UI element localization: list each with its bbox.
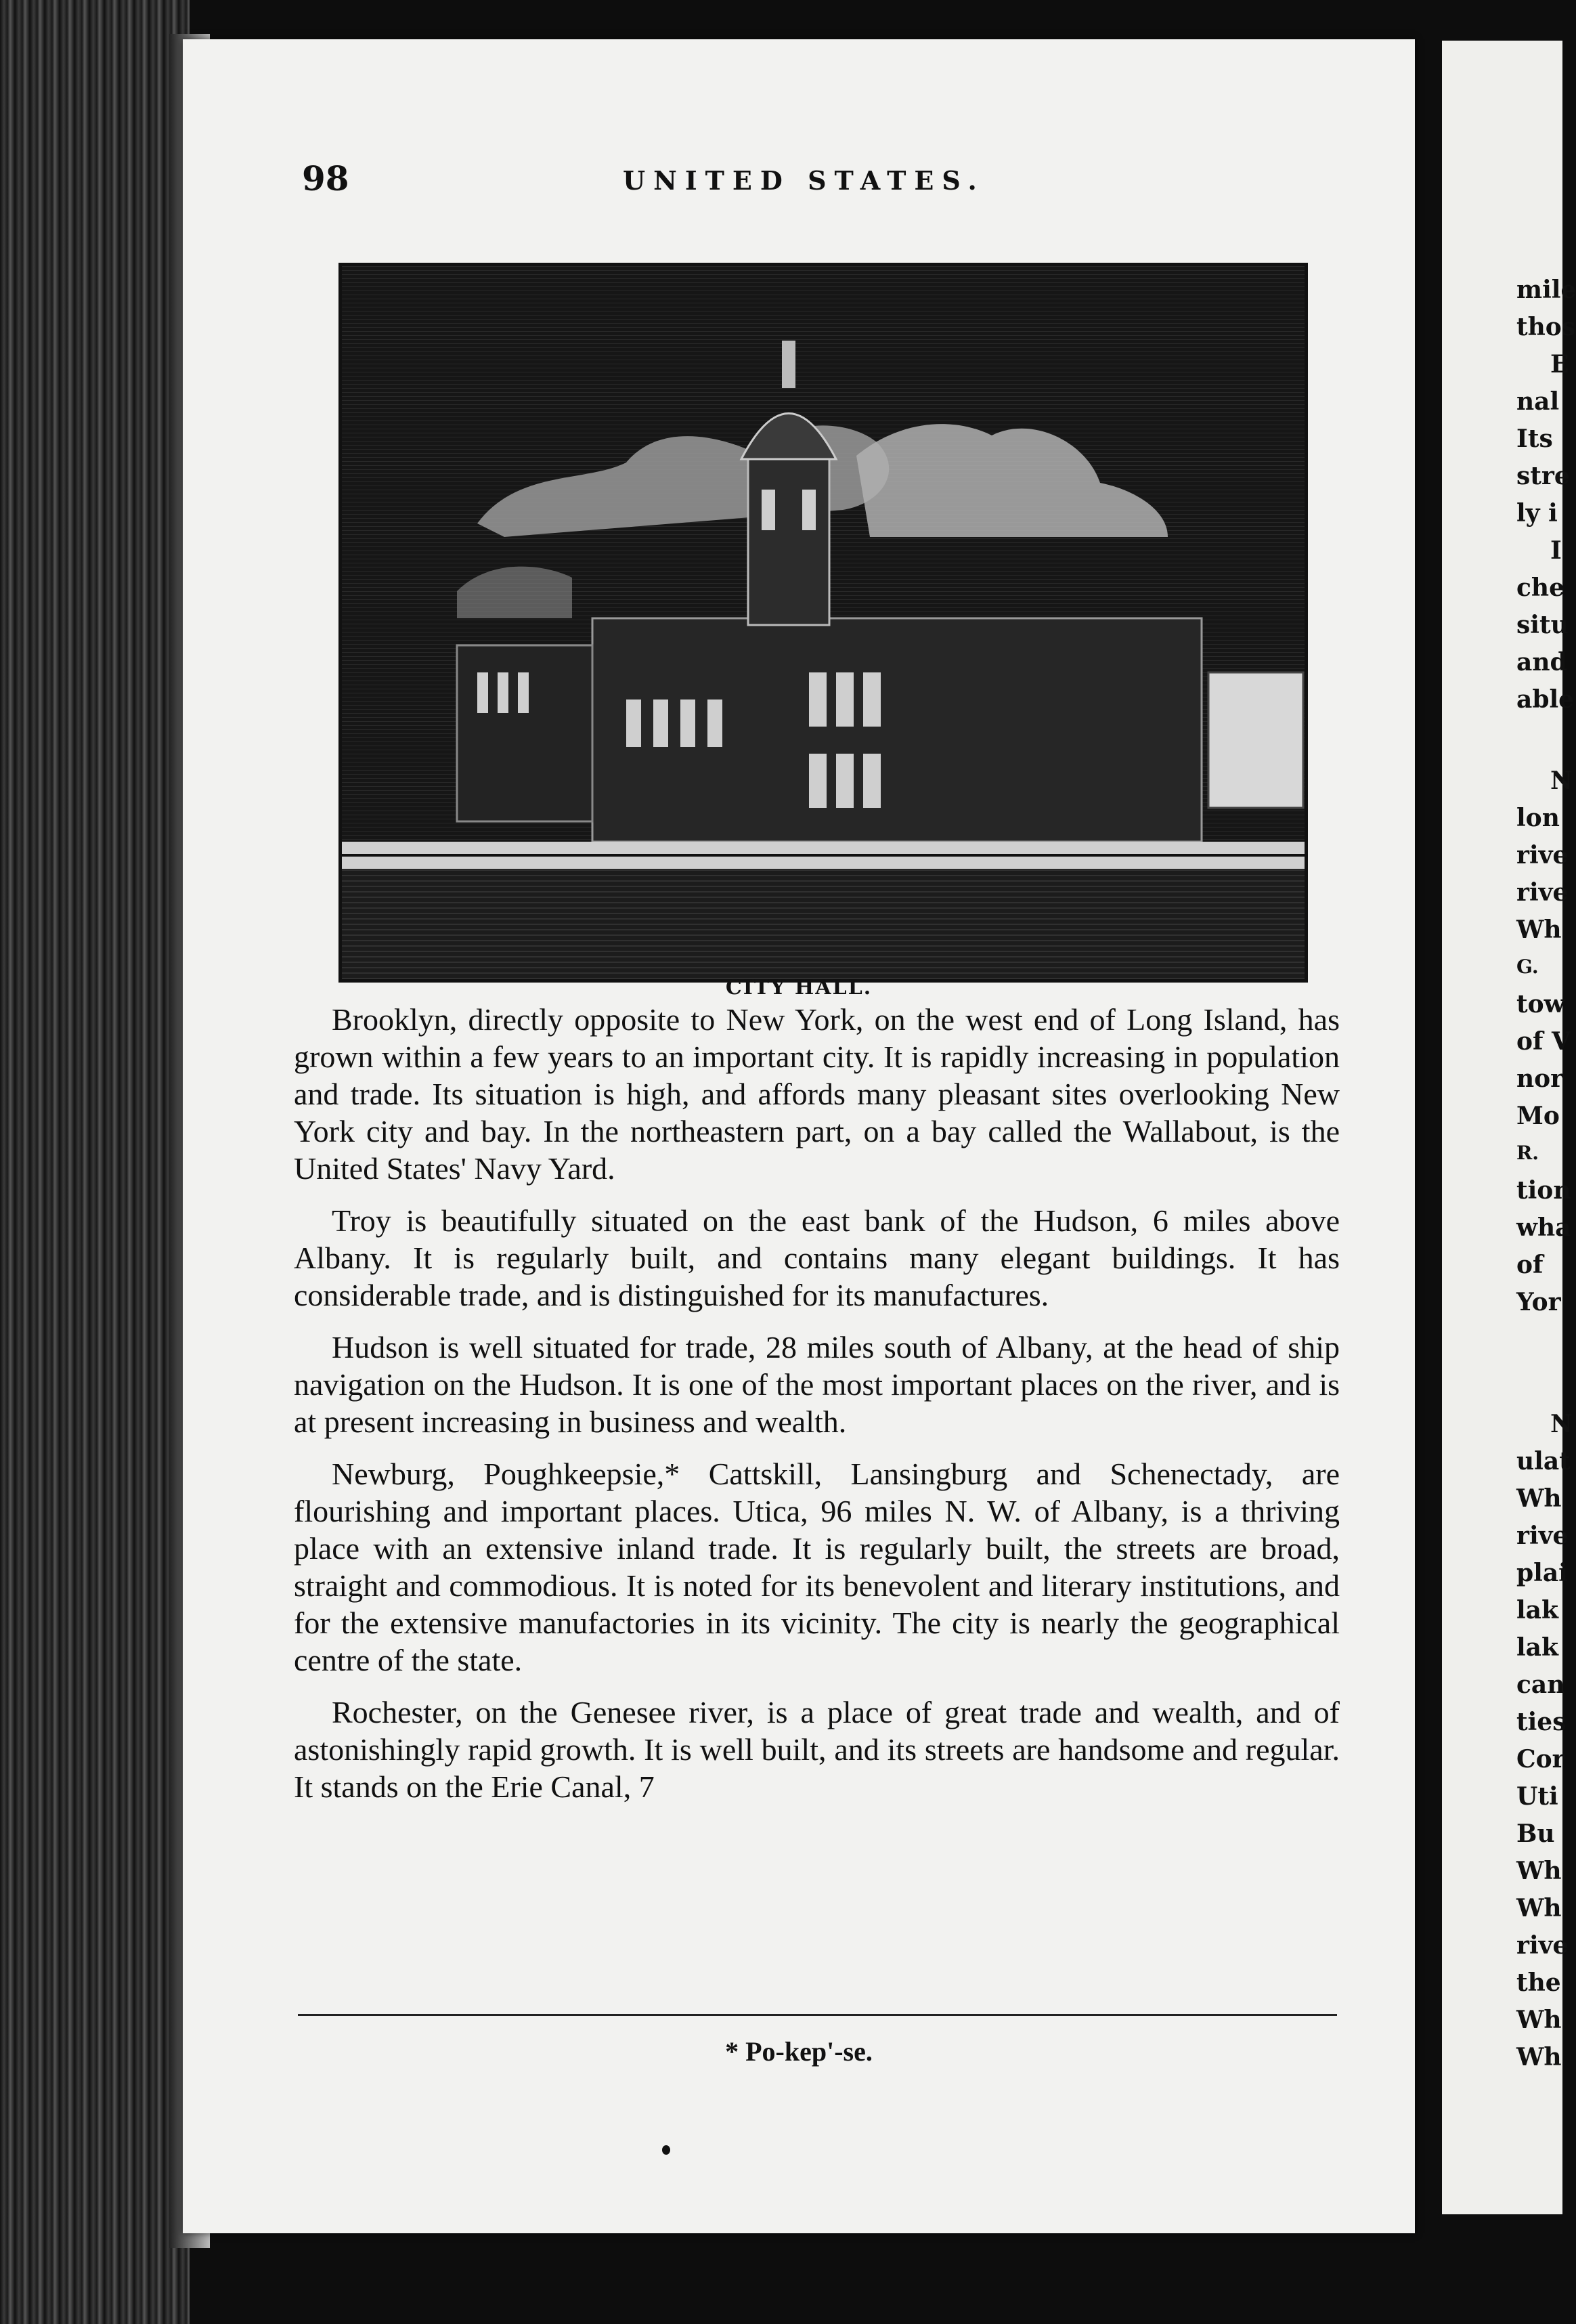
facing-fragment: and — [1516, 648, 1567, 676]
illustration-caption: CITY HALL. — [725, 976, 873, 999]
paragraph-troy: Troy is beautifully situated on the east bank of the Hudson, 6 miles above Albany. It is regularly built, and contains many elegant buildings. It has considerable trade, and is distinguished for its manufactures. — [294, 1203, 1340, 1312]
paragraph-hudson: Hudson is well situated for trade, 28 miles south of Albany, at the head of ship navigation on the Hudson. It is one of the most important places on the river, and is at present increasing in business and wealth. — [294, 1330, 1340, 1439]
facing-fragment: Wh — [1516, 916, 1562, 944]
facing-fragment: Wh — [1516, 2006, 1562, 2034]
facing-fragment: plai — [1516, 1559, 1568, 1587]
facing-fragment: Uti — [1516, 1782, 1558, 1811]
city-hall-engraving — [338, 263, 1308, 983]
facing-fragment: can — [1516, 1671, 1565, 1699]
facing-fragment: R. — [1516, 1142, 1539, 1164]
facing-fragment: of V — [1516, 1027, 1571, 1056]
facing-fragment: mile — [1516, 276, 1576, 304]
facing-fragment: situ — [1516, 611, 1569, 639]
book-page — [183, 39, 1415, 2233]
ink-dot — [662, 2145, 670, 2155]
facing-fragment: stre — [1516, 462, 1570, 490]
facing-fragment: nal — [1516, 387, 1560, 416]
facing-fragment: of — [1516, 1251, 1544, 1279]
facing-fragment: Yor — [1516, 1288, 1561, 1316]
facing-fragment: Wh — [1516, 1484, 1562, 1513]
facing-fragment: lon — [1516, 804, 1560, 832]
facing-fragment: G. — [1516, 955, 1539, 978]
facing-fragment: Wh — [1516, 2043, 1562, 2071]
facing-fragment: I — [1550, 536, 1562, 565]
facing-fragment: able — [1516, 685, 1575, 714]
facing-fragment: lak — [1516, 1596, 1558, 1624]
body-text — [294, 1001, 1340, 1820]
paragraph-newburg: Newburg, Poughkeepsie,* Cattskill, Lansingburg and Schenectady, are flourishing and important places. Utica, 96 miles N. W. of Albany, is a thriving place with an extensive inland trade. It is regularly built, the streets are broad, straight and commodious. It is noted for its benevolent and literary institutions, and for the extensive manufactories in its vicinity. The city is nearly the geographical centre of the state. — [294, 1457, 1340, 1677]
facing-fragment: nor — [1516, 1064, 1564, 1093]
facing-fragment: N — [1550, 767, 1573, 795]
facing-fragment: ulat — [1516, 1447, 1571, 1476]
facing-fragment: tion — [1516, 1176, 1571, 1205]
running-title: UNITED STATES. — [623, 165, 985, 196]
facing-fragment: lak — [1516, 1633, 1558, 1662]
engraving-image — [342, 266, 1305, 979]
facing-fragment: rive — [1516, 1522, 1569, 1550]
facing-fragment: wha — [1516, 1213, 1571, 1242]
facing-fragment: Bu — [1516, 1820, 1555, 1848]
facing-fragment: E — [1550, 350, 1569, 379]
paragraph-rochester: Rochester, on the Genesee river, is a place of great trade and wealth, and of astonishingly rapid growth. It is well built, and its streets are handsome and regular. It stands on the Erie Canal, 7 — [294, 1695, 1340, 1804]
facing-fragment: Wh — [1516, 1857, 1562, 1885]
facing-fragment: tow — [1516, 990, 1565, 1018]
facing-fragment: Cor — [1516, 1745, 1565, 1773]
facing-fragment: rive — [1516, 1931, 1569, 1960]
facing-fragment: ly i — [1516, 499, 1558, 528]
facing-page — [1442, 41, 1576, 2214]
page-number: 98 — [302, 158, 349, 198]
paragraph-brooklyn: Brooklyn, directly opposite to New York, on the west end of Long Island, has grown within a few years to an important city. It is rapidly increasing in population and trade. Its situation is high, and affords many pleasant sites overlooking New York city and bay. In the northeastern part, on a bay called the Wallabout, is the United States' Navy Yard. — [294, 1002, 1340, 1186]
facing-fragment: the — [1516, 1968, 1561, 1997]
facing-fragment: Its — [1516, 425, 1553, 453]
footnote: * Po-kep'-se. — [725, 2036, 873, 2067]
footnote-rule — [298, 2014, 1337, 2016]
facing-fragment: ties — [1516, 1708, 1567, 1736]
facing-fragment: thos — [1516, 313, 1576, 341]
facing-fragment: rive — [1516, 878, 1569, 907]
book-spine-edge — [0, 0, 190, 2324]
facing-fragment: Mo — [1516, 1102, 1560, 1130]
facing-fragment: N — [1550, 1410, 1573, 1438]
facing-fragment: che — [1516, 574, 1564, 602]
facing-fragment: rive — [1516, 841, 1569, 869]
facing-fragment: Wh — [1516, 1894, 1562, 1922]
